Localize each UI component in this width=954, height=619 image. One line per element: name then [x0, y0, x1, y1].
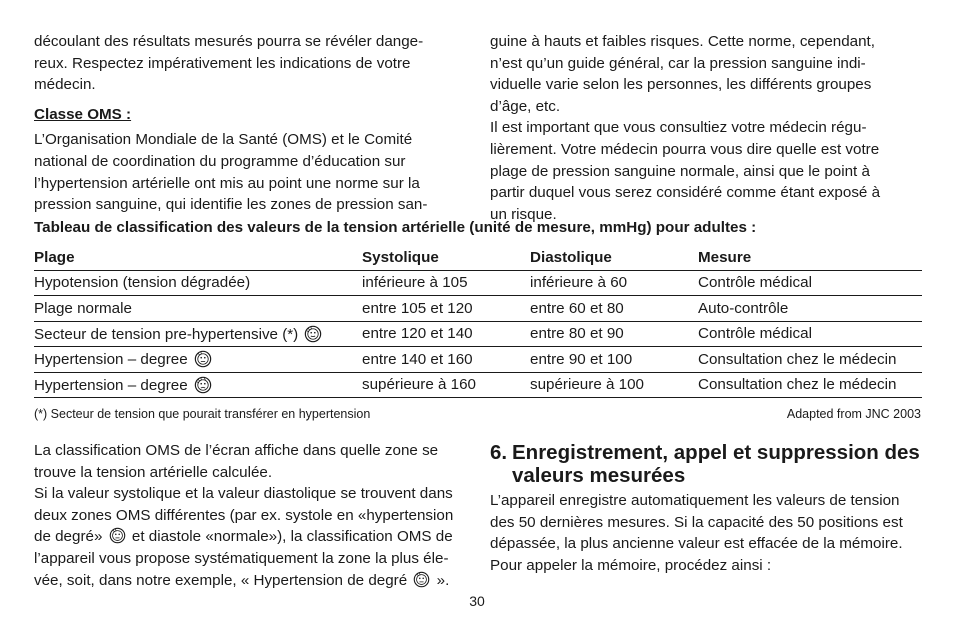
bottom-line-7	[34, 570, 466, 592]
classification-table	[34, 245, 922, 398]
face-icon-3	[194, 376, 212, 394]
table-title: Tableau de classification des valeurs de la tension artérielle (unité de mesure, mmHg) pour adultes :	[34, 219, 757, 236]
bottom-line-4: deux zones OMS différentes (par ex. systole en «hypertension	[34, 506, 454, 524]
header-mesure: Mesure	[698, 245, 922, 270]
cell-sys: entre 120 et 140	[362, 321, 530, 347]
right-line-5: Il est important que vous consultiez votre médecin régu-	[490, 119, 867, 137]
table-footnote: (*) Secteur de tension que pourait transférer en hypertension	[34, 407, 371, 421]
right-line-6: lièrement. Votre médecin pourra vous dire quelle est votre	[490, 140, 880, 158]
page-number: 30	[469, 593, 485, 609]
section-title-1: Enregistrement, appel et suppression des	[512, 441, 920, 464]
bottom-line-7a: vée, soit, dans notre exemple, « Hypertension de degré	[34, 571, 408, 589]
table-row	[34, 347, 922, 373]
plage-label: Hypertension – degree	[34, 351, 188, 369]
right-line-3: viduelle varie selon les personnes, les différents groupes	[490, 76, 872, 94]
cell-sys: inférieure à 105	[362, 270, 530, 296]
bottom-line-1: La classification OMS de l’écran affiche dans quelle zone se	[34, 442, 439, 459]
plage-label: Secteur de tension pre-hypertensive (*)	[34, 325, 299, 343]
right-top-column	[490, 31, 922, 225]
cell-dia: entre 90 et 100	[530, 347, 698, 373]
intro-line-2: reux. Respectez impérativement les indications de votre	[34, 54, 411, 72]
right-line-4: d’âge, etc.	[490, 97, 561, 115]
oms-line-2: national de coordination du programme d’éducation sur	[34, 152, 406, 170]
cell-mesure: Contrôle médical	[698, 321, 922, 347]
header-plage: Plage	[34, 245, 362, 270]
left-top-column	[34, 31, 466, 216]
bottom-line-3: Si la valeur systolique et la valeur diastolique se trouvent dans	[34, 485, 453, 503]
section-number: 6.	[490, 441, 508, 464]
right-line-2: n’est qu’un guide général, car la pression sanguine indi-	[490, 54, 866, 72]
table-row	[34, 270, 922, 296]
table-source: Adapted from JNC 2003	[786, 407, 921, 421]
header-diastolique: Diastolique	[530, 245, 698, 270]
cell-sys: supérieure à 160	[362, 372, 530, 398]
bottom-line-5b: et diastole «normale»), la classification OMS de	[131, 528, 453, 546]
oms-line-1: L’Organisation Mondiale de la Santé (OMS) et le Comité	[34, 131, 413, 149]
cell-mesure: Contrôle médical	[698, 270, 922, 296]
bottom-line-7b: ».	[436, 571, 450, 589]
face-icon-2	[194, 350, 212, 368]
memory-line-1: L’appareil enregistre automatiquement les valeurs de tension	[490, 492, 900, 509]
bottom-line-2: trouve la tension artérielle calculée.	[34, 463, 273, 481]
right-line-8: partir duquel vous serez considéré comme étant exposé à	[490, 184, 881, 202]
cell-mesure: Auto-contrôle	[698, 296, 922, 322]
table-row	[34, 372, 922, 398]
section-heading	[490, 441, 930, 487]
cell-plage	[34, 347, 362, 373]
memory-line-4: Pour appeler la mémoire, procédez ainsi :	[490, 556, 772, 574]
plage-label: Hypertension – degree	[34, 376, 188, 394]
bottom-line-5a: de degré»	[34, 528, 103, 546]
oms-class-heading: Classe OMS :	[34, 105, 132, 123]
cell-mesure: Consultation chez le médecin	[698, 372, 922, 398]
cell-plage	[34, 321, 362, 347]
right-bottom-column	[490, 490, 922, 576]
right-line-1: guine à hauts et faibles risques. Cette norme, cependant,	[490, 33, 875, 50]
bottom-line-6: l’appareil vous propose systématiquement la zone la plus éle-	[34, 549, 449, 567]
left-bottom-column	[34, 440, 466, 591]
right-line-7: plage de pression sanguine normale, ainsi que le point à	[490, 162, 870, 180]
cell-dia: inférieure à 60	[530, 270, 698, 296]
face-icon-1	[304, 325, 322, 343]
cell-sys: entre 140 et 160	[362, 347, 530, 373]
bottom-line-5	[34, 526, 466, 548]
table-row	[34, 321, 922, 347]
memory-line-3: dépassée, la plus ancienne valeur est effacée de la mémoire.	[490, 535, 903, 553]
cell-sys: entre 105 et 120	[362, 296, 530, 322]
table-header-row	[34, 245, 922, 270]
intro-line-1: découlant des résultats mesurés pourra se révéler dange-	[34, 33, 424, 50]
face-icon-2	[413, 571, 430, 588]
plage-label: Plage normale	[34, 299, 132, 317]
face-icon-2	[109, 527, 126, 544]
oms-line-3: l’hypertension artérielle ont mis au point une norme sur la	[34, 174, 420, 192]
right-line-9: un risque.	[490, 205, 557, 223]
cell-plage	[34, 372, 362, 398]
cell-mesure: Consultation chez le médecin	[698, 347, 922, 373]
cell-plage	[34, 296, 362, 322]
cell-plage	[34, 270, 362, 296]
cell-dia: entre 60 et 80	[530, 296, 698, 322]
section-title-2: valeurs mesurées	[512, 464, 686, 487]
cell-dia: entre 80 et 90	[530, 321, 698, 347]
oms-line-4: pression sanguine, qui identifie les zones de pression san-	[34, 196, 428, 214]
header-systolique: Systolique	[362, 245, 530, 270]
intro-line-3: médecin.	[34, 76, 96, 94]
table-row	[34, 296, 922, 322]
plage-label: Hypotension (tension dégradée)	[34, 274, 251, 292]
section-heading-line-1	[490, 441, 930, 464]
cell-dia: supérieure à 100	[530, 372, 698, 398]
memory-line-2: des 50 dernières mesures. Si la capacité des 50 positions est	[490, 513, 903, 531]
